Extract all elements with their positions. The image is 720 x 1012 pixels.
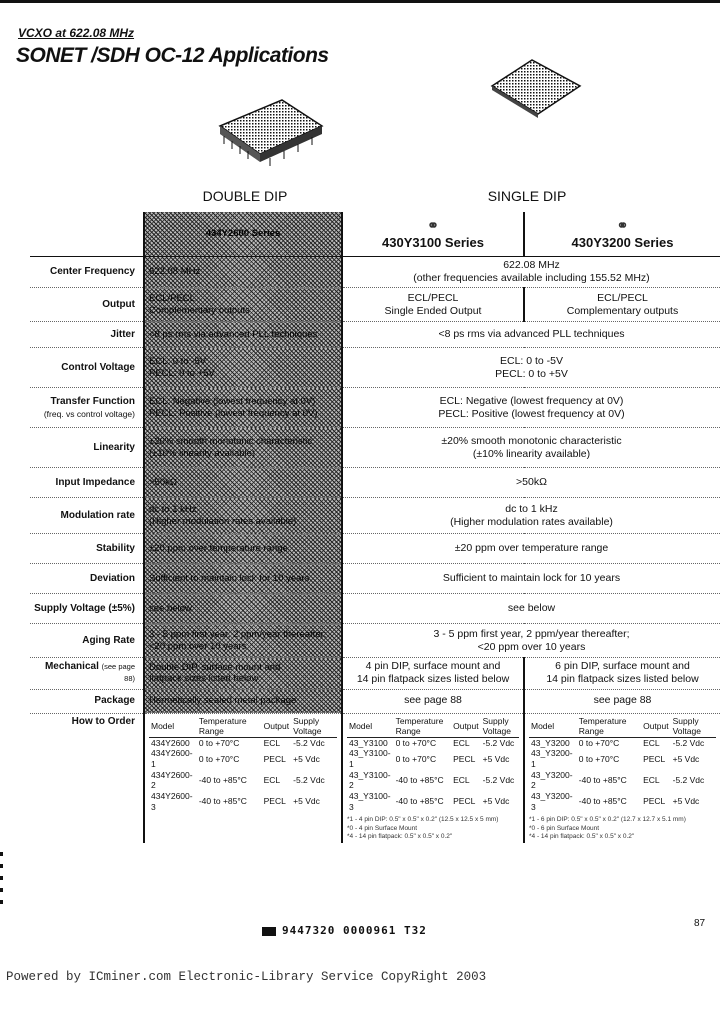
order-cell-supply: -5.2 Vdc <box>482 737 515 748</box>
order-cell-model: 43_Y3200-2 <box>531 769 573 791</box>
order-cell-output: ECL <box>643 774 660 785</box>
barcode-block-icon <box>262 927 276 936</box>
note-line: *4 - 14 pin flatpack: 0.5" x 0.5" x 0.2" <box>347 833 453 840</box>
order-cell-output: ECL <box>453 737 470 748</box>
order-cell-range: -40 to +85°C <box>198 774 247 785</box>
order-cell-output: PECL <box>453 753 476 764</box>
value-line: (±10% linearity available) <box>472 447 591 460</box>
order-row <box>529 770 716 791</box>
value-double <box>144 288 342 322</box>
label-subtext: (freq. vs control voltage) <box>43 408 135 419</box>
order-cell-model: 434Y2600-2 <box>151 769 193 791</box>
value-line: flatpack sizes listed below <box>149 673 259 685</box>
value-3200: see page 88 <box>524 689 720 713</box>
spec-table <box>30 212 720 843</box>
order-cell-model: 434Y2600-1 <box>151 748 193 769</box>
value-single <box>342 257 720 288</box>
order-cell-supply: -5.2 Vdc <box>293 774 325 785</box>
value-line: ECL/PECL <box>407 291 459 304</box>
barcode-text: 9447320 0000961 T32 <box>282 924 427 937</box>
value-line: dc to 1 kHz <box>149 503 197 515</box>
order-cell-range: 0 to +70°C <box>198 737 240 748</box>
value-3200 <box>524 288 720 322</box>
order-cell-output: PECL <box>453 796 476 807</box>
row-transfer-function <box>30 388 720 428</box>
value-single: >50kΩ <box>342 468 720 498</box>
logo-icon: ⚭ <box>427 217 439 234</box>
value-line: (±10% linearity available) <box>149 447 256 459</box>
value-line: ECL/PECL <box>149 292 195 304</box>
order-cell-supply: +5 Vdc <box>293 753 320 764</box>
label-control-voltage: Control Voltage <box>30 348 144 388</box>
value-line: PECL: 0 to +5V <box>149 367 215 379</box>
order-cell-model: 43_Y3100-2 <box>349 769 391 791</box>
row-center-frequency <box>30 257 720 288</box>
row-output <box>30 288 720 322</box>
order-row <box>529 737 716 748</box>
footer-copyright: Powered by ICminer.com Electronic-Library Service CopyRight 2003 <box>6 970 487 984</box>
value-single <box>342 428 720 468</box>
label-deviation: Deviation <box>30 564 144 594</box>
value-double <box>144 428 342 468</box>
label-modulation-rate: Modulation rate <box>30 498 144 534</box>
series-430y3100-cell <box>342 212 524 257</box>
value-line: ECL: 0 to -5V <box>499 354 564 367</box>
order-cell-range: -40 to +85°C <box>578 796 627 807</box>
notes-3200 <box>529 816 716 841</box>
order-cell-model: 43_Y3200 <box>531 737 570 748</box>
value-line: ECL: Negative (lowest frequency at 0V) <box>149 395 316 407</box>
page-subtitle: VCXO at 622.08 MHz <box>18 26 135 40</box>
note-line: *4 - 14 pin flatpack: 0.5" x 0.5" x 0.2" <box>529 833 635 840</box>
row-deviation <box>30 564 720 594</box>
order-double <box>144 713 342 843</box>
order-row <box>149 737 337 748</box>
order-col-temp: Temperature Range <box>197 716 262 738</box>
order-col-output: Output <box>641 716 671 738</box>
order-cell-model: 43_Y3200-3 <box>531 790 573 812</box>
order-row <box>347 737 519 748</box>
order-row <box>347 791 519 812</box>
order-cell-range: 0 to +70°C <box>578 753 620 764</box>
label-note: (see page 88) <box>101 661 135 684</box>
value-line: 4 pin DIP, surface mount and <box>365 660 501 673</box>
value-single: see below <box>342 594 720 624</box>
value-line: PECL: Positive (lowest frequency at 0V) <box>438 407 625 420</box>
value-single: ±20 ppm over temperature range <box>342 534 720 564</box>
value-single <box>342 388 720 428</box>
value-line: (other frequencies available including 155.52 MHz) <box>413 272 650 285</box>
label-how-to-order: How to Order <box>71 715 135 727</box>
order-3100 <box>342 713 524 843</box>
row-jitter <box>30 322 720 348</box>
row-input-impedance <box>30 468 720 498</box>
row-control-voltage <box>30 348 720 388</box>
value-line: ECL: Negative (lowest frequency at 0V) <box>439 394 624 407</box>
order-cell-model: 43_Y3100-3 <box>349 790 391 812</box>
order-cell-model: 43_Y3200-1 <box>531 748 573 769</box>
order-col-model: Model <box>347 716 394 738</box>
value-double: <8 ps rms via advanced PLL techniques <box>144 322 342 348</box>
order-cell-model: 43_Y3100-1 <box>349 748 391 769</box>
order-cell-model: 434Y2600 <box>151 737 190 748</box>
value-double <box>144 348 342 388</box>
order-cell-supply: -5.2 Vdc <box>482 774 515 785</box>
order-cell-range: -40 to +85°C <box>578 774 627 785</box>
order-cell-supply: -5.2 Vdc <box>672 737 705 748</box>
order-row <box>149 770 337 791</box>
order-col-output: Output <box>451 716 481 738</box>
label-text: Transfer Function <box>50 396 135 408</box>
order-cell-output: PECL <box>643 753 666 764</box>
order-cell-output: ECL <box>263 774 281 785</box>
order-cell-supply: +5 Vdc <box>482 753 510 764</box>
value-double <box>144 624 342 658</box>
value-double: 622.08 MHz <box>144 257 342 288</box>
value-line: (Higher modulation rates available) <box>450 515 613 528</box>
value-line: PECL: 0 to +5V <box>495 367 568 380</box>
value-line: <20 ppm over 10 years <box>477 640 586 653</box>
label-package: Package <box>30 689 144 713</box>
value-line: 3 - 5 ppm first year, 2 ppm/year thereafter; <box>433 627 630 640</box>
series-430y3100: 430Y3100 Series <box>382 234 484 250</box>
order-cell-model: 434Y2600-3 <box>151 790 193 812</box>
value-double: Sufficient to maintain lock for 10 years <box>144 564 342 594</box>
label-supply-voltage: Supply Voltage (±5%) <box>30 594 144 624</box>
order-cell-range: -40 to +85°C <box>198 796 247 807</box>
value-line: <20 ppm over 10 years <box>149 640 247 652</box>
value-double: Hermetically sealed metal package <box>144 689 342 713</box>
order-cell-supply: -5.2 Vdc <box>672 774 705 785</box>
value-line: dc to 1 kHz <box>505 502 558 515</box>
value-line: 6 pin DIP, surface mount and <box>555 660 690 673</box>
order-cell-range: 0 to +70°C <box>395 737 437 748</box>
order-3200 <box>524 713 720 843</box>
value-single: Sufficient to maintain lock for 10 years <box>342 564 720 594</box>
value-3100 <box>342 658 524 689</box>
value-double: ±20 ppm over temperature range <box>144 534 342 564</box>
value-line: Double DIP, surface mount and <box>149 661 281 673</box>
order-row <box>529 748 716 769</box>
double-dip-chip-image <box>210 96 328 168</box>
label-transfer-function <box>30 388 144 428</box>
row-mechanical <box>30 658 720 689</box>
order-cell-output: PECL <box>643 796 666 807</box>
order-cell-range: 0 to +70°C <box>395 753 437 764</box>
value-line: ECL: 0 to -5V <box>149 355 207 367</box>
double-dip-heading: DOUBLE DIP <box>202 188 288 204</box>
row-modulation-rate <box>30 498 720 534</box>
series-430y3200: 430Y3200 Series <box>571 234 674 250</box>
order-row <box>529 791 716 812</box>
row-supply-voltage <box>30 594 720 624</box>
order-row <box>347 770 519 791</box>
value-line: Complementary outputs <box>149 304 250 316</box>
row-package <box>30 689 720 713</box>
value-3100 <box>342 288 524 322</box>
row-aging-rate <box>30 624 720 658</box>
value-line: (Higher modulation rates available) <box>149 515 297 527</box>
top-rule <box>0 0 720 3</box>
value-single: <8 ps rms via advanced PLL techniques <box>342 322 720 348</box>
label-aging-rate: Aging Rate <box>30 624 144 658</box>
order-cell-output: PECL <box>263 753 286 764</box>
order-col-temp: Temperature Range <box>577 716 641 738</box>
page-number: 87 <box>694 918 706 929</box>
order-table-3200 <box>529 716 716 813</box>
value-line: ECL/PECL <box>597 291 648 304</box>
binding-marks <box>0 852 3 908</box>
series-row <box>30 212 720 257</box>
value-line: ±20% smooth monotonic characteristic <box>149 435 313 447</box>
single-dip-heading: SINGLE DIP <box>487 188 567 204</box>
order-cell-output: PECL <box>263 796 286 807</box>
order-cell-model: 43_Y3100 <box>349 737 388 748</box>
value-double <box>144 388 342 428</box>
order-cell-supply: -5.2 Vdc <box>293 737 325 748</box>
note-line: *1 - 4 pin DIP: 0.5" x 0.5" x 0.2" (12.5 x 12.5 x 5 mm) <box>347 816 499 824</box>
order-cell-range: -40 to +85°C <box>395 774 444 785</box>
notes-3100 <box>347 816 519 841</box>
order-col-model: Model <box>529 716 577 738</box>
value-line: 14 pin flatpack sizes listed below <box>356 673 510 686</box>
row-how-to-order <box>30 713 720 843</box>
order-cell-supply: +5 Vdc <box>672 796 700 807</box>
label-jitter: Jitter <box>30 322 144 348</box>
order-cell-supply: +5 Vdc <box>293 796 320 807</box>
order-cell-output: ECL <box>263 737 281 748</box>
order-row <box>149 791 337 812</box>
page-title: SONET /SDH OC-12 Applications <box>16 44 329 67</box>
note-line: *1 - 6 pin DIP: 0.5" x 0.5" x 0.2" (12.7 x 12.7 x 5.1 mm) <box>529 816 686 824</box>
note-line: *0 - 6 pin Surface Mount <box>529 824 600 832</box>
series-430y3200-cell <box>524 212 720 257</box>
label-linearity: Linearity <box>30 428 144 468</box>
value-line: Single Ended Output <box>384 304 482 317</box>
label-text: Mechanical <box>44 660 99 672</box>
value-line: 3 - 5 ppm first year, 2 ppm/year thereafter; <box>149 628 327 640</box>
order-col-model: Model <box>149 716 197 738</box>
value-3100: see page 88 <box>342 689 524 713</box>
row-stability <box>30 534 720 564</box>
series-434y2600: 434Y2600 Series <box>144 212 342 257</box>
order-col-supply: Supply Voltage <box>481 716 519 738</box>
order-cell-range: -40 to +85°C <box>395 796 444 807</box>
label-output: Output <box>30 288 144 322</box>
value-line: ±20% smooth monotonic characteristic <box>441 434 622 447</box>
order-col-temp: Temperature Range <box>394 716 452 738</box>
label-stability: Stability <box>30 534 144 564</box>
order-table-double <box>149 716 337 813</box>
value-double <box>144 658 342 689</box>
value-single <box>342 348 720 388</box>
label-input-impedance: Input Impedance <box>30 468 144 498</box>
value-double: >50kΩ <box>144 468 342 498</box>
value-line: 14 pin flatpack sizes listed below <box>546 673 699 686</box>
order-cell-range: 0 to +70°C <box>578 737 620 748</box>
order-cell-range: 0 to +70°C <box>198 753 240 764</box>
value-line: PECL: Positive (lowest frequency at 0V) <box>149 407 318 419</box>
order-row <box>347 748 519 769</box>
row-linearity <box>30 428 720 468</box>
value-3200 <box>524 658 720 689</box>
order-cell-supply: +5 Vdc <box>672 753 700 764</box>
label-center-frequency: Center Frequency <box>30 257 144 288</box>
order-cell-supply: +5 Vdc <box>482 796 510 807</box>
order-col-output: Output <box>262 716 292 738</box>
logo-icon: ⚭ <box>616 217 629 234</box>
order-col-supply: Supply Voltage <box>671 716 716 738</box>
order-table-3100 <box>347 716 519 813</box>
value-line: 622.08 MHz <box>503 259 560 271</box>
value-line: Complementary outputs <box>566 304 679 317</box>
order-cell-output: ECL <box>453 774 470 785</box>
barcode <box>262 924 427 937</box>
order-row <box>149 748 337 769</box>
value-single <box>342 624 720 658</box>
value-double <box>144 498 342 534</box>
value-double: see below <box>144 594 342 624</box>
order-cell-output: ECL <box>643 737 660 748</box>
note-line: *0 - 4 pin Surface Mount <box>347 824 418 832</box>
value-single <box>342 498 720 534</box>
label-mechanical <box>30 658 144 689</box>
single-dip-chip-image <box>488 56 584 120</box>
order-col-supply: Supply Voltage <box>291 716 337 738</box>
